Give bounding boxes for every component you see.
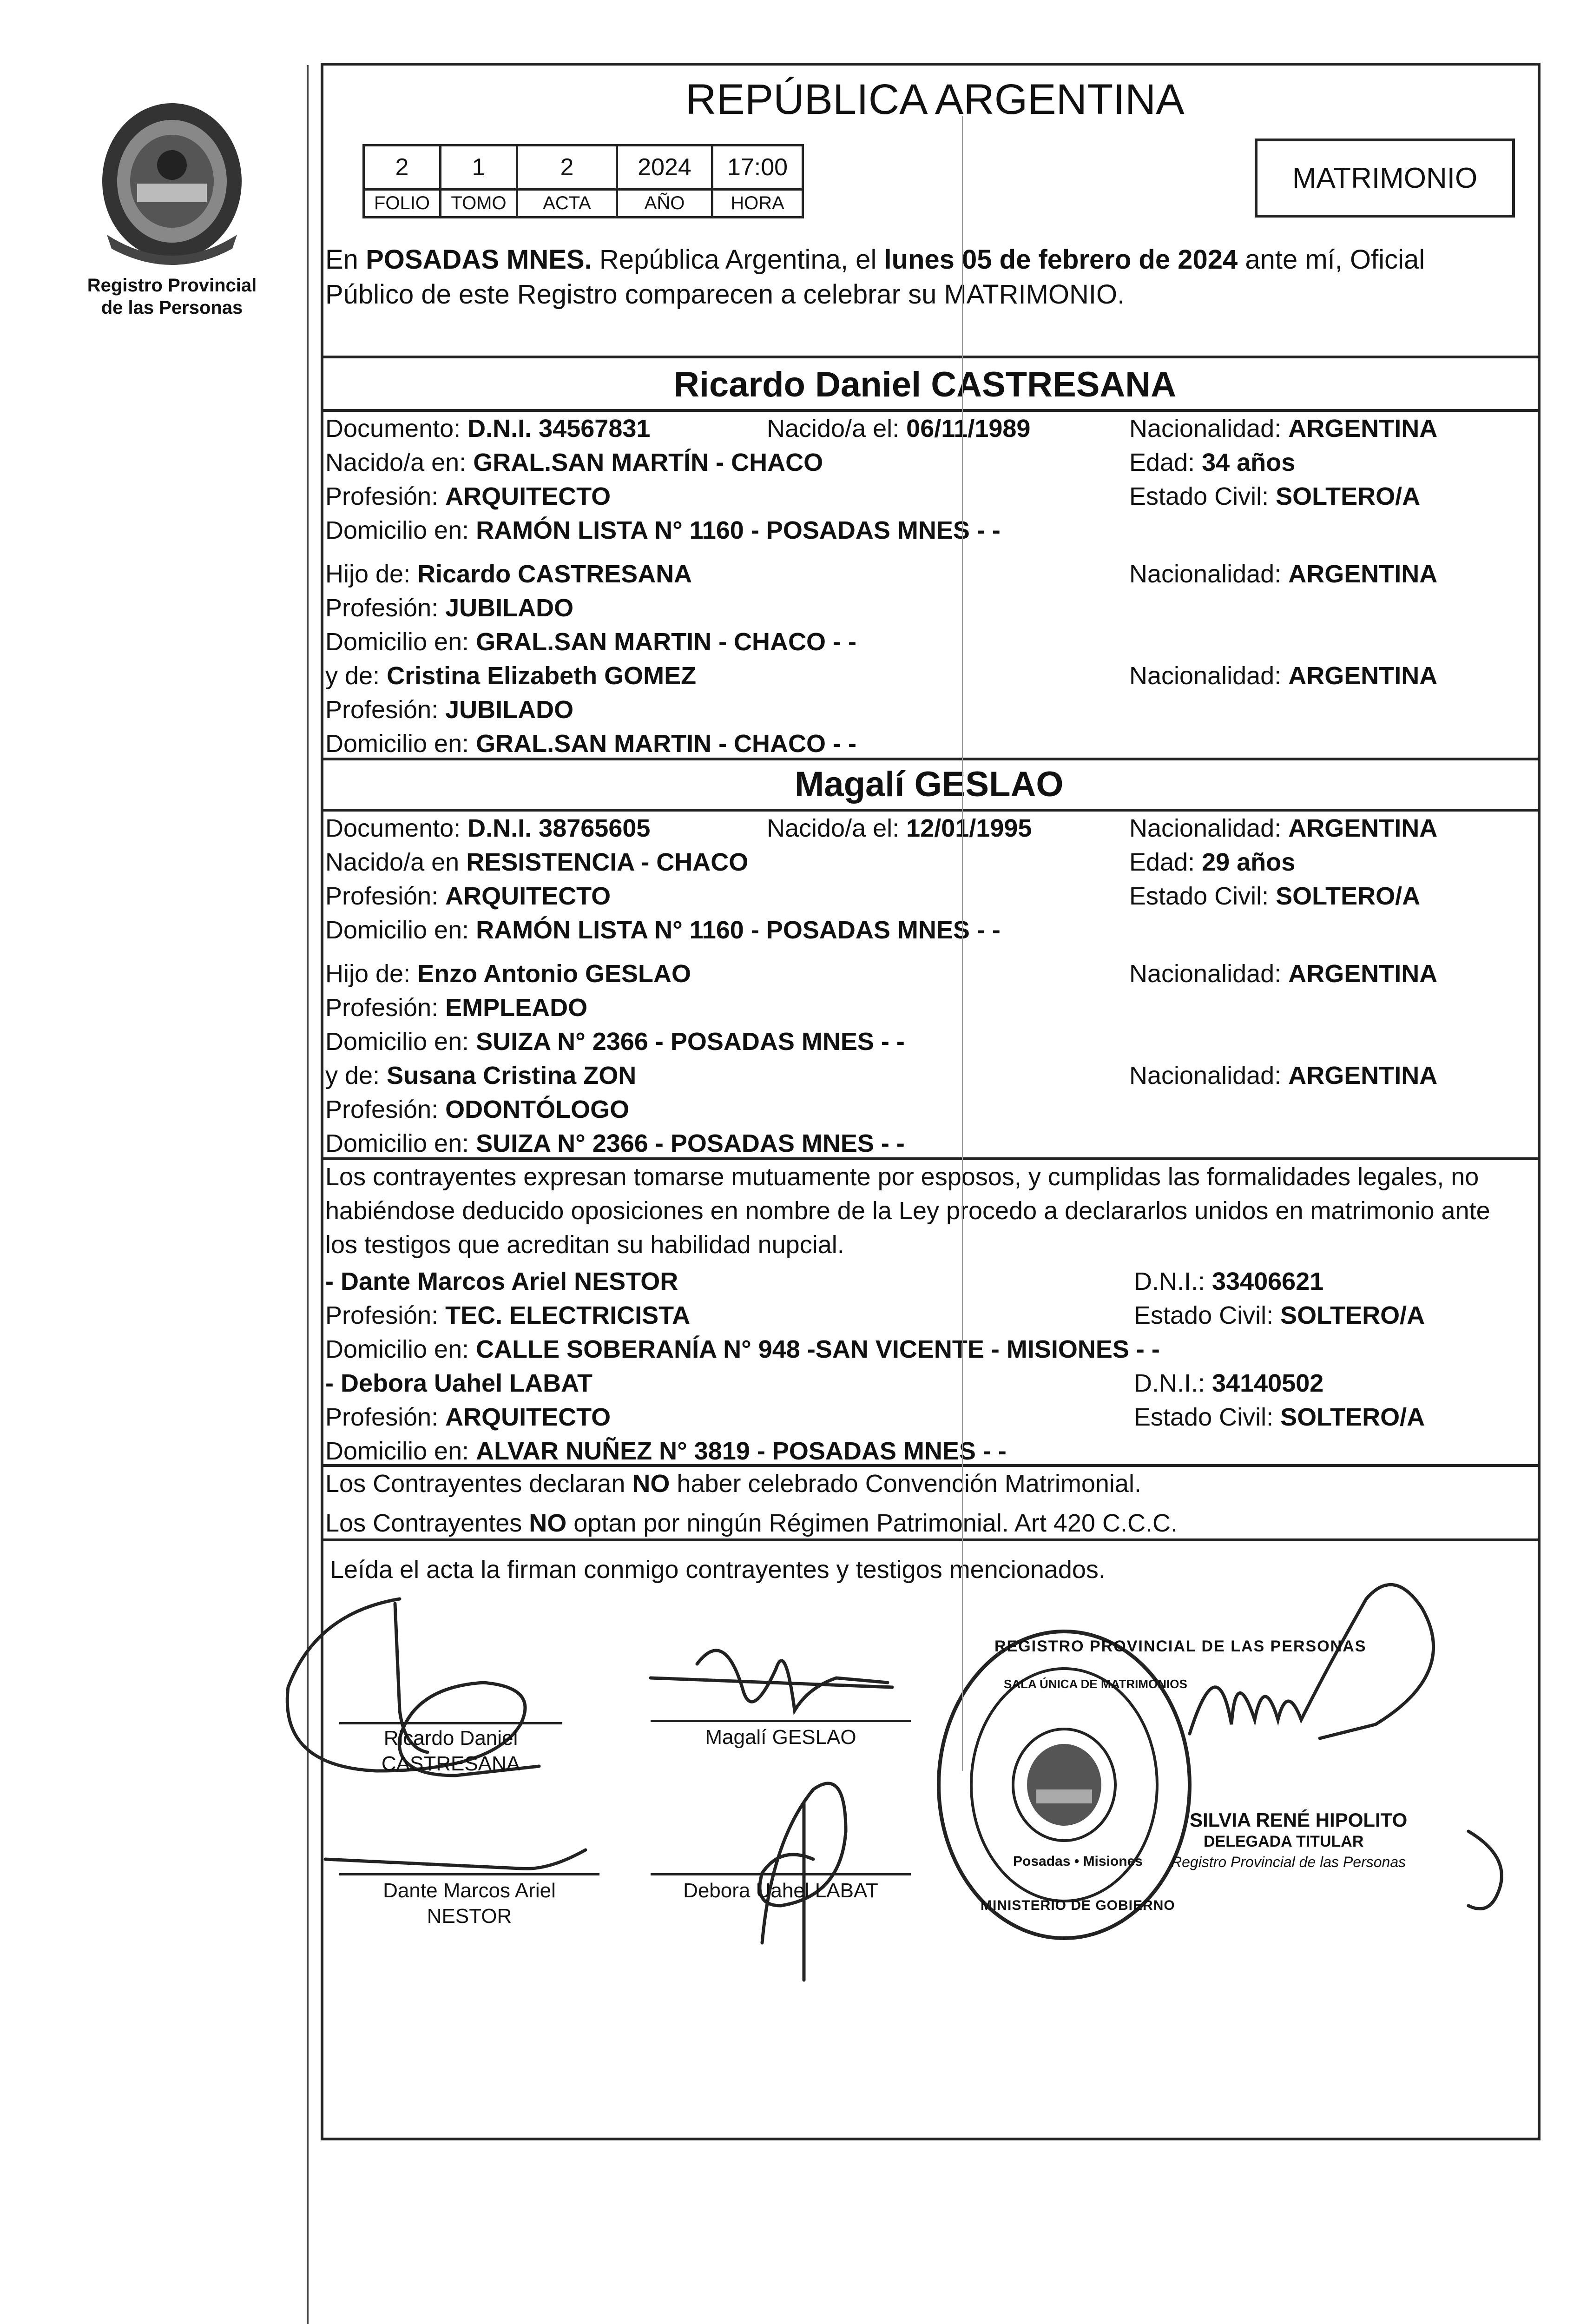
signatures-lead: Leída el acta la firman conmigo contrayentes y testigos mencionados. — [330, 1556, 1106, 1584]
signature-scribbles — [260, 1571, 1543, 1999]
registry-logo — [93, 95, 251, 267]
party2-father: Hijo de: Enzo Antonio GESLAO — [325, 960, 691, 988]
witness2-dni: D.N.I.: 34140502 — [1134, 1369, 1324, 1397]
acta-label: ACTA — [516, 191, 618, 218]
registry-label — [74, 274, 270, 319]
stamp-inner-text: SALA ÚNICA DE MATRIMONIOS — [1004, 1677, 1187, 1691]
party2-mother-address: Domicilio en: SUIZA N° 2366 - POSADAS MNES - - — [325, 1129, 905, 1157]
party1-civil-status: Estado Civil: SOLTERO/A — [1129, 482, 1421, 510]
registry-label-line2: de las Personas — [101, 297, 243, 318]
party2-born-on: Nacido/a el: 12/01/1995 — [767, 814, 1032, 842]
witness1-dni: D.N.I.: 33406621 — [1134, 1268, 1324, 1295]
divider-party2-name — [321, 809, 1540, 812]
party1-father-nationality: Nacionalidad: ARGENTINA — [1129, 560, 1438, 588]
witness2-civil-status: Estado Civil: SOLTERO/A — [1134, 1403, 1425, 1431]
sig4-line — [651, 1873, 911, 1875]
sig2-line — [651, 1720, 911, 1722]
stamp-outer-text: REGISTRO PROVINCIAL DE LAS PERSONAS — [994, 1637, 1367, 1655]
witness1-address: Domicilio en: CALLE SOBERANÍA N° 948 -SAN VICENTE - MISIONES - - — [325, 1335, 1160, 1363]
sig2-label: Magalí GESLAO — [705, 1726, 856, 1749]
stamp-bottom-text: MINISTERIO DE GOBIERNO — [981, 1898, 1175, 1913]
declaration-line-1: Los contrayentes expresan tomarse mutuamente por esposos, y cumplidas las formalidades legales, no — [325, 1163, 1479, 1191]
acta-value: 2 — [516, 144, 618, 191]
official-title: DELEGADA TITULAR — [1204, 1833, 1364, 1850]
declaration-line-3: los testigos que acreditan su habilidad nupcial. — [325, 1231, 844, 1259]
note-convention: Los Contrayentes declaran NO haber celebrado Convención Matrimonial. — [325, 1470, 1141, 1498]
fold-line — [962, 116, 963, 1771]
sig3-line — [339, 1873, 599, 1875]
hora-label: HORA — [711, 191, 804, 218]
party1-nationality: Nacionalidad: ARGENTINA — [1129, 415, 1438, 442]
witness2-name: - Debora Uahel LABAT — [325, 1369, 593, 1397]
party2-father-profession: Profesión: EMPLEADO — [325, 994, 588, 1022]
note-regime: Los Contrayentes NO optan por ningún Régimen Patrimonial. Art 420 C.C.C. — [325, 1509, 1178, 1537]
divider-party1-name — [321, 409, 1540, 412]
tomo-label: TOMO — [439, 191, 518, 218]
folio-value: 2 — [362, 144, 441, 191]
record-type: MATRIMONIO — [1292, 162, 1478, 194]
divider-declaration — [321, 1157, 1540, 1160]
witness2-address: Domicilio en: ALVAR NUÑEZ N° 3819 - POSADAS MNES - - — [325, 1437, 1007, 1465]
party1-profession: Profesión: ARQUITECTO — [325, 482, 611, 510]
party2-mother-profession: Profesión: ODONTÓLOGO — [325, 1096, 630, 1123]
party1-father: Hijo de: Ricardo CASTRESANA — [325, 560, 692, 588]
party1-father-address: Domicilio en: GRAL.SAN MARTIN - CHACO - - — [325, 628, 857, 656]
anio-label: AÑO — [616, 191, 713, 218]
party2-name: Magalí GESLAO — [795, 765, 1064, 804]
stamp-city-text: Posadas • Misiones — [1013, 1854, 1143, 1869]
witness1-name: - Dante Marcos Ariel NESTOR — [325, 1268, 678, 1295]
party2-address: Domicilio en: RAMÓN LISTA N° 1160 - POSADAS MNES - - — [325, 916, 1001, 944]
official-stamp — [934, 1627, 1194, 1943]
party2-father-nationality: Nacionalidad: ARGENTINA — [1129, 960, 1438, 988]
document-title: REPÚBLICA ARGENTINA — [685, 76, 1185, 123]
provincial-seal-icon — [93, 95, 251, 267]
party1-mother-address: Domicilio en: GRAL.SAN MARTIN - CHACO - - — [325, 730, 857, 758]
party2-father-address: Domicilio en: SUIZA N° 2366 - POSADAS MNES - - — [325, 1028, 905, 1056]
sig4-label: Debora Uahel LABAT — [683, 1879, 878, 1902]
intro-text-1: En — [325, 244, 366, 275]
record-type-box — [1255, 139, 1515, 218]
party2-nationality: Nacionalidad: ARGENTINA — [1129, 814, 1438, 842]
anio-value: 2024 — [616, 144, 713, 191]
party1-mother: y de: Cristina Elizabeth GOMEZ — [325, 662, 697, 690]
party2-born-in: Nacido/a en RESISTENCIA - CHACO — [325, 848, 749, 876]
witness1-profession: Profesión: TEC. ELECTRICISTA — [325, 1301, 691, 1329]
official-office: Registro Provincial de las Personas — [1171, 1854, 1406, 1870]
intro-text-2: República Argentina, el — [592, 244, 884, 275]
party1-born-in: Nacido/a en: GRAL.SAN MARTÍN - CHACO — [325, 449, 823, 476]
party2-mother: y de: Susana Cristina ZON — [325, 1062, 637, 1089]
divider-party1-top — [321, 356, 1540, 358]
party1-mother-profession: Profesión: JUBILADO — [325, 696, 574, 724]
divider-party2-top — [321, 758, 1540, 760]
witness2-profession: Profesión: ARQUITECTO — [325, 1403, 611, 1431]
declaration-line-2: habiéndose deducido oposiciones en nombre de la Ley procedo a declararlos unidos en matrimonio ante — [325, 1197, 1490, 1225]
party1-address: Domicilio en: RAMÓN LISTA N° 1160 - POSADAS MNES - - — [325, 516, 1001, 544]
divider-signatures — [321, 1538, 1540, 1541]
official-name: SILVIA RENÉ HIPOLITO — [1190, 1809, 1408, 1831]
party1-age: Edad: 34 años — [1129, 449, 1296, 476]
intro-text-3: ante mí, Oficial — [1238, 244, 1425, 275]
hora-value: 17:00 — [711, 144, 804, 191]
intro-line-2: Público de este Registro comparecen a celebrar su MATRIMONIO. — [325, 279, 1125, 310]
divider-notes — [321, 1464, 1540, 1467]
intro-city: POSADAS MNES. — [366, 244, 592, 275]
party1-document: Documento: D.N.I. 34567831 — [325, 415, 651, 442]
party1-name: Ricardo Daniel CASTRESANA — [674, 365, 1177, 404]
tomo-value: 1 — [439, 144, 518, 191]
sig3-label: Dante Marcos Ariel NESTOR — [383, 1879, 556, 1928]
intro-line-1 — [325, 246, 1425, 273]
party1-mother-nationality: Nacionalidad: ARGENTINA — [1129, 662, 1438, 690]
party2-mother-nationality: Nacionalidad: ARGENTINA — [1129, 1062, 1438, 1089]
sig1-line — [339, 1722, 562, 1724]
sig1-label: Ricardo Daniel CASTRESANA — [381, 1727, 520, 1775]
stamp-seal-icon — [934, 1627, 1194, 1943]
witness1-civil-status: Estado Civil: SOLTERO/A — [1134, 1301, 1425, 1329]
party2-age: Edad: 29 años — [1129, 848, 1296, 876]
registry-label-line1: Registro Provincial — [87, 275, 257, 296]
party2-document: Documento: D.N.I. 38765605 — [325, 814, 651, 842]
party1-father-profession: Profesión: JUBILADO — [325, 594, 574, 622]
intro-date: lunes 05 de febrero de 2024 — [884, 244, 1238, 275]
party1-born-on: Nacido/a el: 06/11/1989 — [767, 415, 1031, 442]
folio-label: FOLIO — [362, 191, 441, 218]
party2-civil-status: Estado Civil: SOLTERO/A — [1129, 882, 1421, 910]
party2-profession: Profesión: ARQUITECTO — [325, 882, 611, 910]
